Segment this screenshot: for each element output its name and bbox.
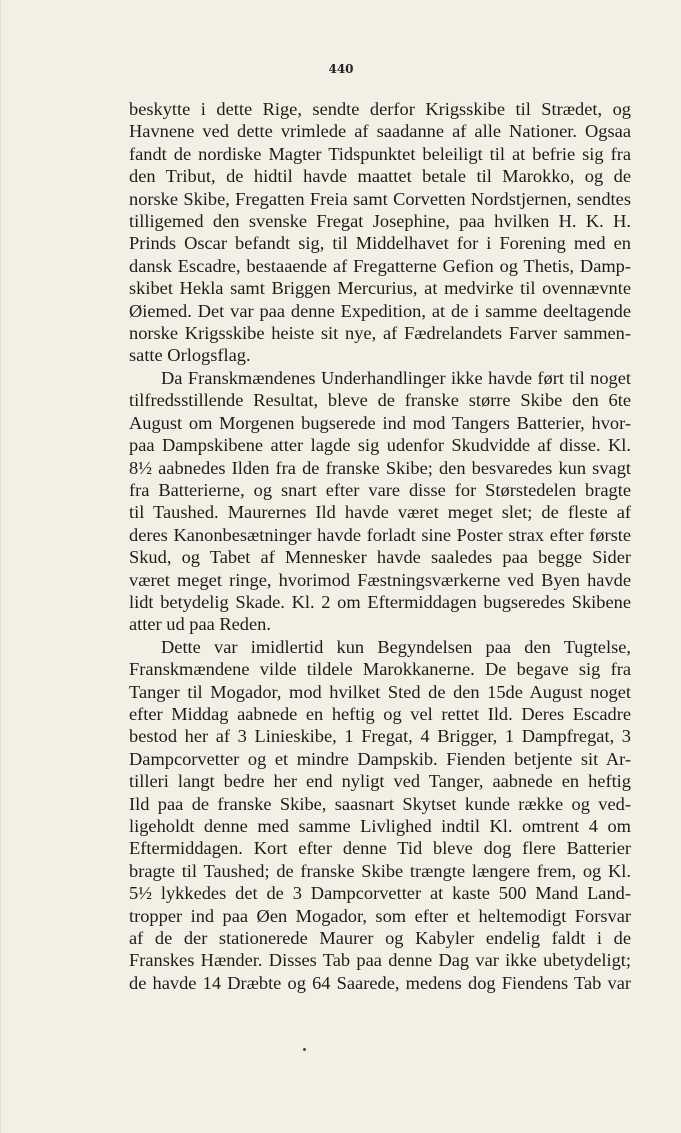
text-line: efter Middag aabnede en heftig og vel rettet Ild. Deres Escadre [129, 703, 631, 724]
text-line: deres Kanonbesætninger havde forladt sine Poster strax efter første [129, 524, 631, 545]
text-line: den Tribut, de hidtil havde maattet betale til Marokko, og de [129, 166, 631, 187]
text-line: Franskmændene vilde tildele Marokkanerne. De begave sig fra [129, 659, 631, 680]
text-line: lidt betydelig Skade. Kl. 2 om Eftermiddagen bugseredes Skibene [129, 591, 631, 612]
text-line: tilligemed den svenske Fregat Josephine, paa hvilken H. K. H. [129, 211, 631, 232]
page-number: 440 [328, 62, 354, 76]
text-line: til Taushed. Maurernes Ild havde været meget slet; de fleste af [129, 502, 631, 523]
text-line: tropper ind paa Øen Mogador, som efter et heltemodigt Forsvar [129, 905, 631, 926]
text-line: Prinds Oscar befandt sig, til Middelhavet for i Forening med en [129, 233, 631, 254]
text-line: Da Franskmændenes Underhandlinger ikke havde ført til noget [161, 367, 631, 388]
text-line: norske Krigsskibe heiste sit nye, af Fædrelandets Farver sammen- [129, 323, 631, 344]
text-line: bestod her af 3 Linieskibe, 1 Fregat, 4 Brigger, 1 Dampfregat, 3 [129, 726, 631, 747]
text-line: beskytte i dette Rige, sendte derfor Krigsskibe til Strædet, og [129, 99, 631, 119]
text-line: ligeholdt denne med samme Livlighed indtil Kl. omtrent 4 om [129, 816, 631, 836]
text-line: Eftermiddagen. Kort efter denne Tid bleve dog flere Batterier [129, 838, 631, 859]
ink-speck [303, 1048, 306, 1051]
text-line: satte Orlogsflag. [129, 345, 251, 366]
text-line: norske Skibe, Fregatten Freia samt Corvetten Nordstjernen, sendtes [129, 188, 631, 209]
text-line: tilleri langt bedre her end nyligt ved Tanger, aabnede en heftig [129, 771, 631, 792]
text-line: Ild paa de franske Skibe, saasnart Skytset kunde række og ved- [129, 793, 631, 814]
text-line: fra Batterierne, og snart efter vare disse for Størstedelen bragte [129, 479, 631, 500]
text-line: Dampcorvetter og et mindre Dampskib. Fienden betjente sit Ar- [129, 748, 631, 769]
text-line: 5½ lykkedes det de 3 Dampcorvetter at kaste 500 Mand Land- [129, 883, 631, 904]
text-line: dansk Escadre, bestaaende af Fregatterne Gefion og Thetis, Damp- [129, 255, 631, 276]
paragraph-2 [97, 367, 631, 636]
paragraph-3 [97, 636, 631, 995]
body-text [97, 98, 631, 994]
text-line: August om Morgenen bugserede ind mod Tangers Batterier, hvor- [129, 412, 631, 433]
text-line: paa Dampskibene atter lagde sig udenfor Skudvidde af disse. Kl. [129, 435, 631, 456]
text-line: tilfredsstillende Resultat, bleve de franske større Skibe den 6te [129, 390, 631, 411]
text-line: været meget ringe, hvorimod Fæstningsværkerne ved Byen havde [129, 569, 631, 590]
text-line: bragte til Taushed; de franske Skibe trængte længere frem, og Kl. [129, 860, 631, 881]
text-line: Tanger til Mogador, mod hvilket Sted de den 15de August noget [129, 681, 631, 702]
text-line: de havde 14 Dræbte og 64 Saarede, medens dog Fiendens Tab var [129, 972, 631, 993]
text-line: fandt de nordiske Magter Tidspunktet beleiligt til at befrie sig fra [129, 143, 631, 164]
text-line: skibet Hekla samt Briggen Mercurius, at medvirke til ovennævnte [129, 278, 631, 299]
text-line: Dette var imidlertid kun Begyndelsen paa den Tugtelse, [161, 636, 631, 657]
text-line: Franskes Hænder. Disses Tab paa denne Dag var ikke ubetydeligt; [129, 950, 631, 971]
text-line: 8½ aabnedes Ilden fra de franske Skibe; den besvaredes kun svagt [129, 457, 631, 478]
paragraph-1 [97, 98, 631, 367]
text-line: atter ud paa Reden. [129, 614, 271, 635]
text-line: Skud, og Tabet af Mennesker havde saaledes paa begge Sider [129, 547, 631, 568]
text-line: af de der stationerede Maurer og Kabyler endelig faldt i de [129, 928, 631, 949]
text-line: Havnene ved dette vrimlede af saadanne af alle Nationer. Ogsaa [129, 121, 631, 142]
text-line: Øiemed. Det var paa denne Expedition, at de i samme deeltagende [129, 300, 631, 321]
